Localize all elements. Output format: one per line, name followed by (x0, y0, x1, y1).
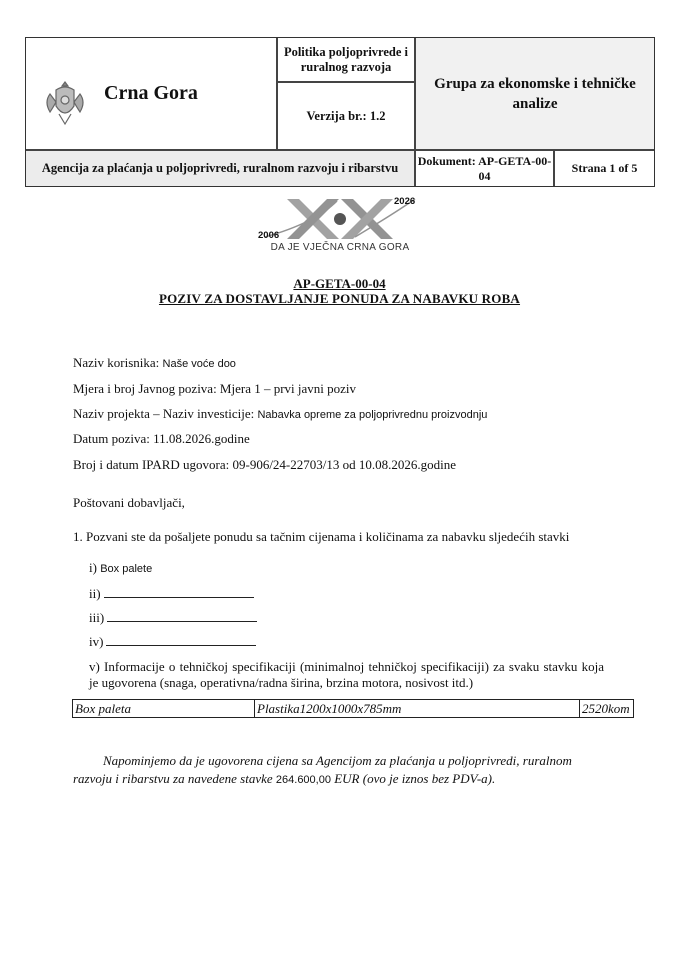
page-number-cell: Strana 1 of 5 (554, 150, 654, 186)
list-item-ii: ii) (89, 585, 254, 602)
blank-line (104, 585, 254, 598)
user-label: Naziv korisnika: (73, 355, 160, 370)
group-cell: Grupa za ekonomske i tehničke analize (415, 38, 654, 150)
list-item-iii: iii) (89, 609, 257, 626)
project-label: Naziv projekta – Naziv investicije: (73, 406, 255, 421)
document-title: POZIV ZA DOSTAVLJANJE PONUDA ZA NABAVKU ROBA (158, 291, 521, 306)
item-intro: 1. Pozvani ste da pošaljete ponudu sa tačnim cijenama i količinama za nabavku sljedećih stavki (73, 529, 570, 544)
agency-cell: Agencija za plaćanja u poljoprivredi, ruralnom razvoju i ribarstvu (26, 150, 415, 186)
list-item-iv: iv) (89, 633, 256, 650)
project-value: Nabavka opreme za poljoprivrednu proizvodnju (257, 409, 488, 421)
user-line (73, 355, 236, 371)
date-line: Datum poziva: 11.08.2026.godine (73, 431, 250, 446)
country-name: Crna Gora (104, 82, 198, 104)
document-code: AP-GETA-00-04 (293, 276, 386, 291)
price-amount: 264.600,00 (275, 774, 331, 786)
project-line (73, 406, 487, 422)
contract-line: Broj i datum IPARD ugovora: 09-906/24-22703/13 od 10.08.2026.godine (73, 457, 457, 472)
spec-item: Box paleta (73, 700, 255, 717)
year-start: 2006 (258, 230, 280, 241)
spec-info-paragraph: v) Informacije o tehničkoj specifikaciji (minimalnoj tehničkoj specifikaciji) za svaku stavku koja je ugovorena (snaga, operativna/radna širina, brzina motora, nosivost itd.) (89, 659, 604, 690)
country-cell (26, 38, 277, 150)
crest-emblem-icon (334, 213, 346, 225)
policy-cell: Politika poljoprivrede i ruralnog razvoja (277, 38, 415, 82)
blank-line (107, 609, 257, 622)
document-header (25, 37, 655, 187)
price-note: Napominjemo da je ugovorena cijena sa Agencijom za plaćanja u poljoprivredi, ruralnom razvoju i ribarstvu za navedene stavke 264.600,00 EUR (ovo je iznos bez PDV-a). (73, 753, 572, 786)
logo-tagline: DA JE VJEČNA CRNA GORA (270, 242, 410, 253)
list-item-i-value: Box palete (100, 563, 153, 575)
blank-line (106, 633, 256, 646)
spec-quantity: 2520kom (582, 701, 630, 716)
user-value: Naše voće doo (162, 358, 236, 370)
coat-of-arms-icon (40, 76, 90, 132)
version-cell: Verzija br.: 1.2 (277, 82, 415, 150)
list-item-i: i) Box palete (89, 560, 153, 575)
measure-line: Mjera i broj Javnog poziva: Mjera 1 – prvi javni poziv (73, 381, 357, 396)
document-id-cell: Dokument: AP-GETA-00-04 (415, 150, 554, 186)
greeting: Poštovani dobavljači, (73, 495, 185, 510)
year-end: 2026 (394, 196, 416, 207)
spec-description: Plastika1200x1000x785mm (255, 700, 580, 717)
spec-table (72, 699, 634, 718)
